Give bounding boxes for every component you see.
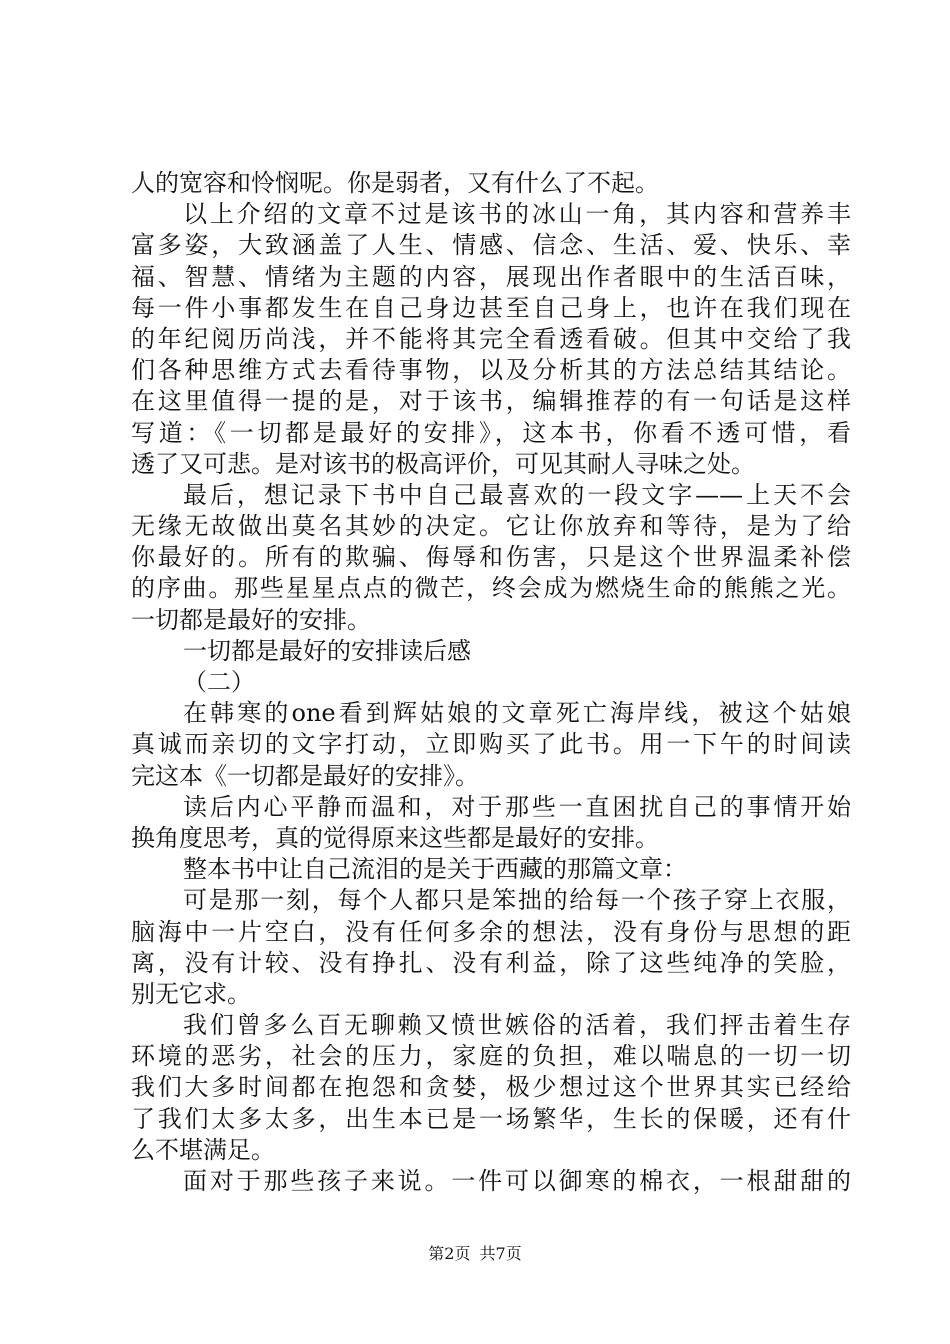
text-line: 一切都是最好的安排读后感 bbox=[183, 636, 471, 665]
text-line: 的序曲。那些星星点点的微芒，终会成为燃烧生命的熊熊之光。 bbox=[131, 574, 851, 603]
text-line: 在这里值得一提的是，对于该书，编辑推荐的有一句话是这样 bbox=[131, 387, 851, 416]
text-line: 每一件小事都发生在自己身边甚至自己身上，也许在我们现在 bbox=[131, 293, 851, 322]
text-line: 透了又可悲。是对该书的极高评价，可见其耐人寻味之处。 bbox=[131, 449, 755, 478]
text-line: 换角度思考，真的觉得原来这些都是最好的安排。 bbox=[131, 823, 659, 852]
page-footer: 第2页 共7页 bbox=[428, 1244, 522, 1263]
text-line: 福、智慧、情绪为主题的内容，展现出作者眼中的生活百味， bbox=[131, 262, 851, 291]
text-line: 在韩寒的one看到辉姑娘的文章死亡海岸线，被这个姑娘 bbox=[183, 699, 851, 728]
text-line: 读后内心平静而温和，对于那些一直困扰自己的事情开始 bbox=[183, 792, 851, 821]
text-line: 整本书中让自己流泪的是关于西藏的那篇文章： bbox=[183, 855, 687, 884]
text-line: 富多姿，大致涵盖了人生、情感、信念、生活、爱、快乐、幸 bbox=[131, 231, 851, 260]
text-line: 面对于那些孩子来说。一件可以御寒的棉衣，一根甜甜的 bbox=[183, 1167, 851, 1195]
text-line: 无缘无故做出莫名其妙的决定。它让你放弃和等待，是为了给 bbox=[131, 512, 851, 541]
text-line: 写道：《一切都是最好的安排》，这本书，你看不透可惜，看 bbox=[131, 418, 851, 447]
text-line: 你最好的。所有的欺骗、侮辱和伤害，只是这个世界温柔补偿 bbox=[131, 543, 851, 572]
text-line: 么不堪满足。 bbox=[131, 1135, 275, 1164]
text-line: 可是那一刻，每个人都只是笨拙的给每一个孩子穿上衣服， bbox=[183, 886, 851, 915]
text-line: 的年纪阅历尚浅，并不能将其完全看透看破。但其中交给了我 bbox=[131, 324, 851, 353]
text-line: 完这本《一切都是最好的安排》。 bbox=[131, 761, 479, 790]
body-text bbox=[131, 168, 851, 1197]
text-line: 别无它求。 bbox=[131, 979, 251, 1008]
text-line: （二） bbox=[183, 668, 255, 696]
text-line: 们各种思维方式去看待事物，以及分析其的方法总结其结论。 bbox=[131, 356, 851, 385]
text-line: 环境的恶劣，社会的压力，家庭的负担，难以喘息的一切一切 bbox=[131, 1042, 851, 1071]
text-line: 人的宽容和怜悯呢。你是弱者，又有什么了不起。 bbox=[131, 169, 659, 197]
text-line: 真诚而亲切的文字打动，立即购买了此书。用一下午的时间读 bbox=[131, 730, 851, 759]
text-line: 以上介绍的文章不过是该书的冰山一角，其内容和营养丰 bbox=[183, 200, 851, 229]
text-line: 了我们太多太多，出生本已是一场繁华，生长的保暖，还有什 bbox=[131, 1104, 851, 1133]
text-line: 一切都是最好的安排。 bbox=[131, 605, 371, 634]
text-line: 最后，想记录下书中自己最喜欢的一段文字——上天不会 bbox=[183, 480, 851, 509]
text-line: 脑海中一片空白，没有任何多余的想法，没有身份与思想的距 bbox=[131, 917, 851, 946]
text-line: 离，没有计较、没有挣扎、没有利益，除了这些纯净的笑脸， bbox=[131, 948, 851, 977]
text-line: 我们大多时间都在抱怨和贪婪，极少想过这个世界其实已经给 bbox=[131, 1073, 851, 1102]
text-line: 我们曾多么百无聊赖又愤世嫉俗的活着，我们抨击着生存 bbox=[183, 1011, 851, 1040]
